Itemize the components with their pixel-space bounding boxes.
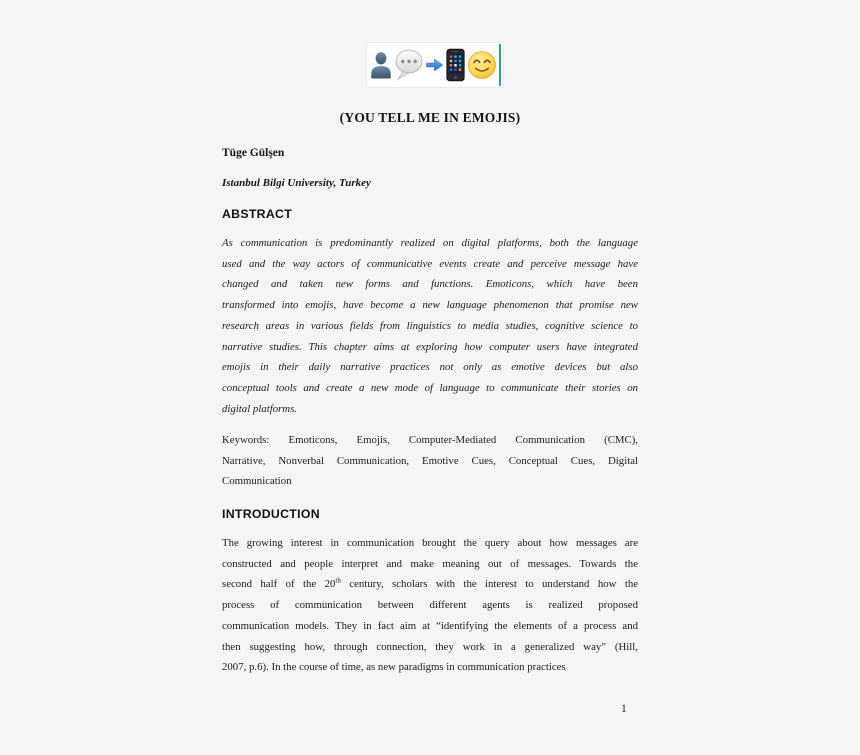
introduction-heading: INTRODUCTION [222,507,320,521]
abstract-line: conceptual tools and create a new mode of language to communicate their stories on [222,381,638,394]
author-affiliation: Istanbul Bilgi University, Turkey [222,177,371,189]
introduction-paragraph [222,533,638,678]
text-cursor [499,44,501,86]
keywords-line: Narrative, Nonverbal Communication, Emotive Cues, Conceptual Cues, Digital [222,454,638,467]
smiling-face-icon [467,50,497,80]
keywords-line: Keywords: Emoticons, Emojis, Computer-Mediated Communication (CMC), [222,434,638,446]
abstract-line: changed and taken new forms and functions. Emoticons, which have been [222,278,638,291]
page-title: (YOU TELL ME IN EMOJIS) [339,110,521,125]
abstract-line: emojis in their daily narrative practices not only as emotive devices but also [222,361,638,374]
introduction-line: constructed and people interpret and make meaning out of messages. Towards the [222,557,638,570]
introduction-line: process of communication between different agents is realized proposed [222,599,638,612]
author-name: Tüge Gülşen [222,147,285,159]
introduction-line-segment: second half of the 20 [222,578,336,591]
abstract-paragraph [222,233,638,419]
abstract-heading: ABSTRACT [222,207,293,221]
abstract-line: used and the way actors of communicative events create and perceive message have [222,257,638,270]
abstract-line: research areas in various fields from linguistics to media studies, cognitive science to [222,319,638,332]
introduction-line-segment: century, scholars with the interest to understand how the [349,578,639,591]
abstract-line: digital platforms. [222,402,297,415]
introduction-line: The growing interest in communication brought the query about how messages are [222,537,638,549]
person-silhouette-icon [369,47,393,83]
keywords-paragraph [222,430,638,492]
introduction-line: 2007, p.6). In the course of time, as new paradigms in communication practices [222,661,566,674]
introduction-line: then suggesting how, through connection, they work in a generalized way” (Hill, [222,640,638,653]
emoji-banner [366,42,504,88]
abstract-line: narrative studies. This chapter aims at exploring how computer users have integrated [222,340,638,353]
mobile-phone-icon [444,47,467,83]
right-arrow-icon [425,54,444,76]
speech-balloon-icon [393,46,425,84]
introduction-line: communication models. They in fact aim at “identifying the elements of a process and [222,619,638,632]
abstract-line: transformed into emojis, have become a new language phenomenon that promise new [222,299,638,312]
introduction-line [222,574,638,595]
keywords-line: Communication [222,475,292,488]
page-number: 1 [621,703,627,715]
abstract-line: As communication is predominantly realized on digital platforms, both the language [222,237,638,249]
superscript-ordinal: th [335,576,341,585]
